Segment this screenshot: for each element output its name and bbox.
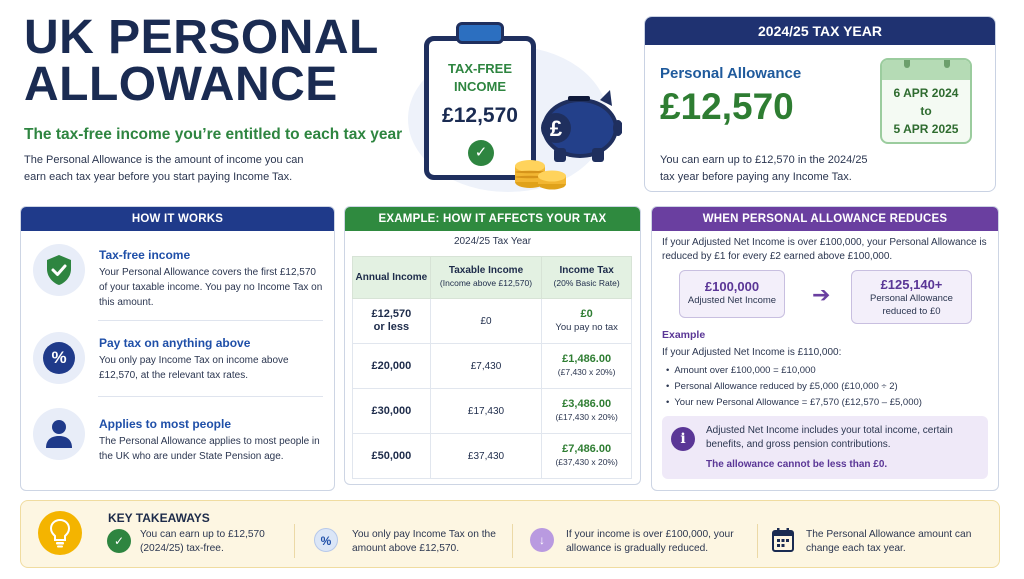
annual-income-cell: £30,000 — [353, 389, 431, 434]
how-it-works-item-text: You only pay Income Tax on income above £12,570, at the relevant tax rates. — [99, 355, 289, 381]
divider — [512, 524, 513, 558]
reduces-intro: If your Adjusted Net Income is over £100,000, your Personal Allowance is reduced by £1 for every £2 earned above £100,000. — [662, 237, 987, 262]
lightbulb-icon — [38, 511, 82, 555]
column-header: Taxable Income (Income above £12,570) — [430, 257, 542, 299]
tax-example-table — [352, 256, 632, 479]
check-icon: ✓ — [107, 529, 131, 553]
zero-allowance-value: £125,140+ — [880, 277, 943, 292]
taxable-income-cell: £7,430 — [430, 344, 542, 389]
annual-income-cell: £12,570 or less — [353, 299, 431, 344]
how-it-works-item-title: Tax-free income — [99, 248, 191, 262]
income-tax-cell: £3,486.00 (£17,430 x 20%) — [542, 389, 632, 434]
example-caption: 2024/25 Tax Year — [453, 236, 532, 247]
personal-allowance-amount: £12,570 — [660, 86, 794, 127]
table-row — [353, 389, 632, 434]
how-it-works-item-text: Your Personal Allowance covers the first £12,570 of your taxable income. You pay no Income Tax on this amount. — [99, 267, 323, 308]
clipboard-clip — [456, 22, 504, 44]
info-note-text: Adjusted Net Income includes your total income, certain benefits, and gross pension contributions. — [706, 425, 953, 450]
example-list — [666, 363, 922, 411]
zero-allowance-label: Personal Allowance reduced to £0 — [870, 293, 953, 317]
clipboard-amount: £12,570 — [442, 104, 518, 127]
info-icon: i — [671, 427, 695, 451]
intro-text: The Personal Allowance is the amount of income you can earn each tax year before you start paying Income Tax. — [24, 154, 304, 183]
annual-income-cell: £50,000 — [353, 434, 431, 479]
list-item: • Your new Personal Allowance = £7,570 (£12,570 – £5,000) — [666, 395, 922, 411]
calendar-icon — [772, 528, 794, 552]
tax-year-heading: 2024/25 TAX YEAR — [645, 17, 995, 45]
takeaway-text: The Personal Allowance amount can change each tax year. — [806, 529, 972, 554]
how-it-works-heading: HOW IT WORKS — [21, 207, 334, 231]
example-subtitle: Example — [662, 329, 706, 341]
takeaway-text: You can earn up to £12,570 (2024/25) tax-free. — [140, 529, 265, 554]
example-heading: EXAMPLE: HOW IT AFFECTS YOUR TAX — [345, 207, 640, 231]
personal-allowance-label: Personal Allowance — [660, 65, 802, 82]
threshold-box — [679, 270, 785, 318]
key-takeaways-heading: KEY TAKEAWAYS — [108, 511, 210, 525]
person-icon — [33, 408, 85, 460]
percent-icon: % — [33, 332, 85, 384]
takeaway-text: If your income is over £100,000, your allowance is gradually reduced. — [566, 529, 734, 554]
takeaway-text: You only pay Income Tax on the amount above £12,570. — [352, 529, 496, 554]
income-tax-cell: £1,486.00 (£7,430 x 20%) — [542, 344, 632, 389]
info-note-emphasis: The allowance cannot be less than £0. — [706, 459, 888, 470]
how-it-works-item-title: Applies to most people — [99, 417, 232, 431]
column-header: Annual Income — [353, 257, 431, 299]
zero-allowance-box — [851, 270, 972, 324]
page-subtitle: The tax-free income you’re entitled to each tax year — [24, 126, 403, 143]
table-row — [353, 299, 632, 344]
column-header: Income Tax (20% Basic Rate) — [542, 257, 632, 299]
shield-check-icon — [33, 244, 85, 296]
taxable-income-cell: £37,430 — [430, 434, 542, 479]
coins-icon — [512, 150, 568, 190]
date-start: 6 APR 2024 — [893, 86, 959, 100]
calendar-ring — [944, 58, 950, 68]
personal-allowance-description: You can earn up to £12,570 in the 2024/25 tax year before paying any Income Tax. — [660, 154, 868, 183]
clipboard-label: TAX-FREE INCOME — [447, 61, 513, 94]
table-row — [353, 344, 632, 389]
piggy-pound-symbol: £ — [549, 116, 563, 141]
threshold-label: Adjusted Net Income — [687, 295, 777, 306]
check-icon: ✓ — [468, 140, 494, 166]
divider — [98, 396, 323, 397]
arrow-down-icon: ↓ — [530, 528, 554, 552]
date-to: to — [920, 104, 932, 118]
percent-icon: % — [314, 528, 338, 552]
divider — [294, 524, 295, 558]
income-tax-cell: £0 You pay no tax — [542, 299, 632, 344]
how-it-works-item-title: Pay tax on anything above — [99, 336, 251, 350]
reduces-heading: WHEN PERSONAL ALLOWANCE REDUCES — [652, 207, 998, 231]
divider — [757, 524, 758, 558]
table-header-row — [353, 257, 632, 299]
table-row — [353, 434, 632, 479]
example-intro: If your Adjusted Net Income is £110,000: — [662, 347, 842, 358]
annual-income-cell: £20,000 — [353, 344, 431, 389]
threshold-value: £100,000 — [704, 279, 760, 294]
list-item: • Personal Allowance reduced by £5,000 (£10,000 ÷ 2) — [666, 379, 922, 395]
how-it-works-item-text: The Personal Allowance applies to most people in the UK who are under State Pension age. — [99, 436, 320, 462]
date-end: 5 APR 2025 — [893, 122, 959, 136]
income-tax-cell: £7,486.00 (£37,430 x 20%) — [542, 434, 632, 479]
list-item: • Amount over £100,000 = £10,000 — [666, 363, 922, 379]
tax-year-dates — [880, 84, 972, 138]
divider — [98, 320, 323, 321]
taxable-income-cell: £17,430 — [430, 389, 542, 434]
arrow-right-icon: ➔ — [812, 282, 831, 307]
taxable-income-cell: £0 — [430, 299, 542, 344]
page-title: UK PERSONAL ALLOWANCE — [24, 11, 378, 111]
calendar-ring — [904, 58, 910, 68]
